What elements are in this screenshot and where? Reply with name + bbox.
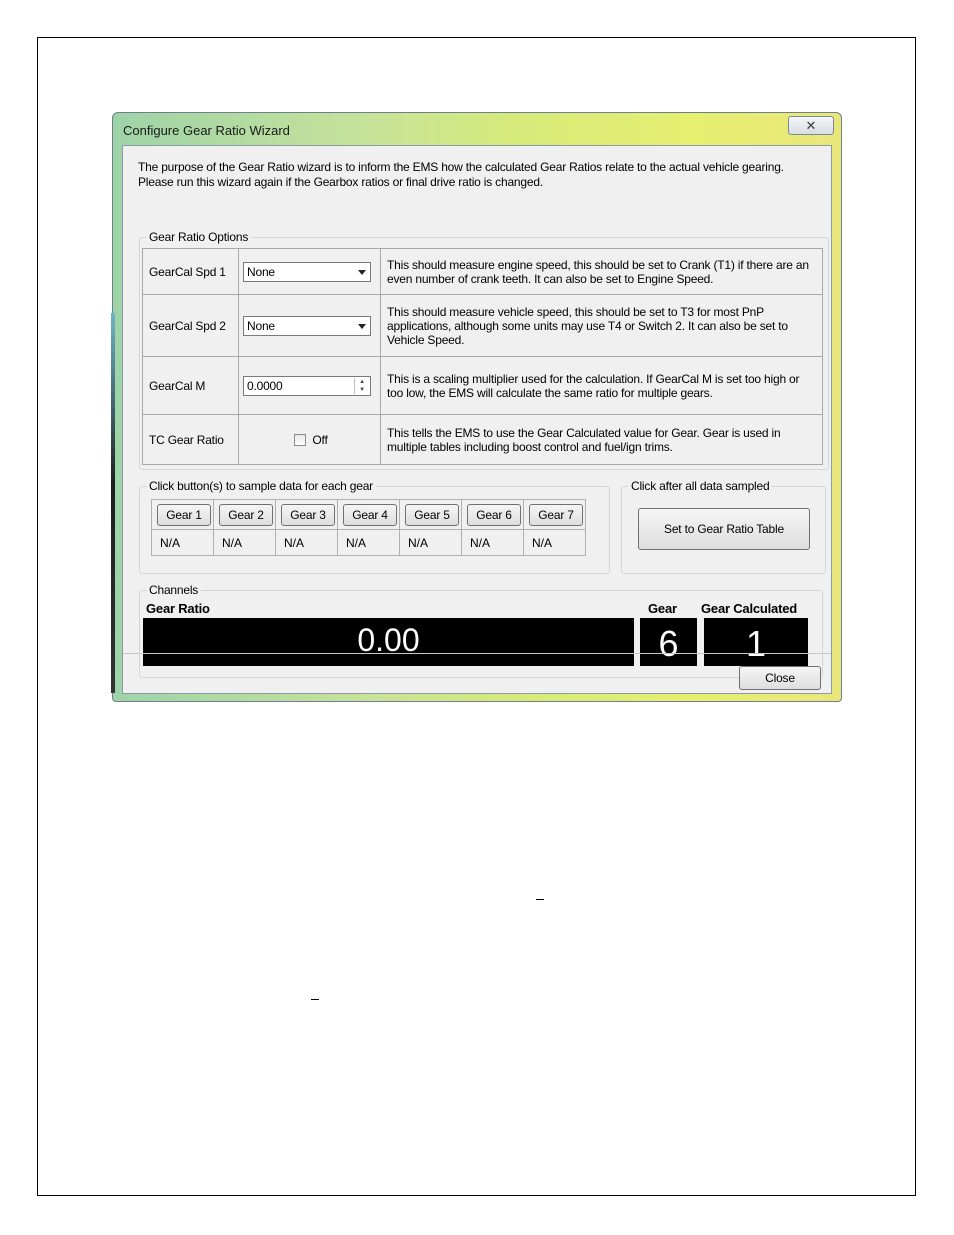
select-value: None [247, 318, 275, 333]
gear-sample-table [151, 499, 586, 556]
spinner-value: 0.0000 [247, 378, 283, 393]
gear-7-button[interactable]: Gear 7 [529, 504, 583, 526]
gearcal-spd2-select[interactable] [243, 316, 371, 336]
group-label-sample: Click button(s) to sample data for each gear [146, 479, 376, 493]
close-button[interactable]: Close [739, 666, 821, 690]
close-icon[interactable]: ✕ [788, 116, 834, 135]
intro-line-1: The purpose of the Gear Ratio wizard is to inform the EMS how the calculated Gear Ratios relate to the actual vehicle gearing. [138, 160, 784, 174]
gear-calculated-label: Gear Calculated [701, 601, 797, 616]
spin-up-icon[interactable]: ▲ [359, 378, 365, 385]
set-to-gear-ratio-table-button[interactable]: Set to Gear Ratio Table [638, 508, 810, 550]
gear-6-button[interactable]: Gear 6 [467, 504, 521, 526]
option-label: GearCal Spd 1 [143, 249, 239, 295]
group-label-channels: Channels [146, 583, 201, 597]
tc-gear-ratio-checkbox[interactable] [294, 434, 306, 446]
options-table [142, 248, 823, 465]
dropdown-arrow-icon [358, 270, 366, 275]
gear-1-button[interactable]: Gear 1 [157, 504, 211, 526]
gear-6-value: N/A [462, 530, 524, 556]
option-row-gearcal-m [143, 357, 823, 415]
stray-mark [311, 999, 319, 1000]
option-row-gearcal-spd1 [143, 249, 823, 295]
dialog-client-area [122, 145, 832, 694]
gear-ratio-wizard-window [112, 112, 842, 702]
option-description: This is a scaling multiplier used for the calculation. If GearCal M is set too high or too low, the EMS will calculate the same ratio for multiple gears. [381, 357, 823, 415]
dropdown-arrow-icon [358, 324, 366, 329]
gear-2-button[interactable]: Gear 2 [219, 504, 273, 526]
gear-7-value: N/A [524, 530, 586, 556]
stray-mark [536, 899, 544, 900]
checkbox-label[interactable]: Off [312, 432, 328, 447]
gear-1-value: N/A [152, 530, 214, 556]
intro-text [138, 160, 828, 190]
option-description: This tells the EMS to use the Gear Calculated value for Gear. Gear is used in multiple tables including boost control and fuel/ign trims. [381, 415, 823, 465]
gear-label: Gear [648, 601, 677, 616]
gear-3-button[interactable]: Gear 3 [281, 504, 335, 526]
gear-display: 6 [640, 618, 697, 666]
option-label: TC Gear Ratio [143, 415, 239, 465]
gear-2-value: N/A [214, 530, 276, 556]
select-value: None [247, 264, 275, 279]
gear-ratio-display: 0.00 [143, 618, 634, 666]
footer-divider [123, 653, 831, 654]
option-description: This should measure vehicle speed, this should be set to T3 for most PnP applications, although some units may use T4 or Switch 2. It can also be set to Vehicle Speed. [381, 295, 823, 357]
gear-5-value: N/A [400, 530, 462, 556]
option-label: GearCal Spd 2 [143, 295, 239, 357]
option-row-tc-gear-ratio [143, 415, 823, 465]
option-description: This should measure engine speed, this should be set to Crank (T1) if there are an even number of crank teeth. It can also be set to Engine Speed. [381, 249, 823, 295]
group-label-finalize: Click after all data sampled [628, 479, 772, 493]
gearcal-m-spinner[interactable] [243, 376, 371, 396]
gear-4-value: N/A [338, 530, 400, 556]
gear-3-value: N/A [276, 530, 338, 556]
option-label: GearCal M [143, 357, 239, 415]
gear-calculated-display: 1 [704, 618, 808, 666]
option-row-gearcal-spd2 [143, 295, 823, 357]
intro-line-2: Please run this wizard again if the Gearbox ratios or final drive ratio is changed. [138, 175, 543, 189]
gear-4-button[interactable]: Gear 4 [343, 504, 397, 526]
spin-down-icon[interactable]: ▼ [359, 386, 365, 393]
gear-5-button[interactable]: Gear 5 [405, 504, 459, 526]
gearcal-spd1-select[interactable] [243, 262, 371, 282]
group-label-options: Gear Ratio Options [146, 230, 251, 244]
gear-ratio-label: Gear Ratio [146, 601, 210, 616]
window-title: Configure Gear Ratio Wizard [123, 123, 290, 138]
